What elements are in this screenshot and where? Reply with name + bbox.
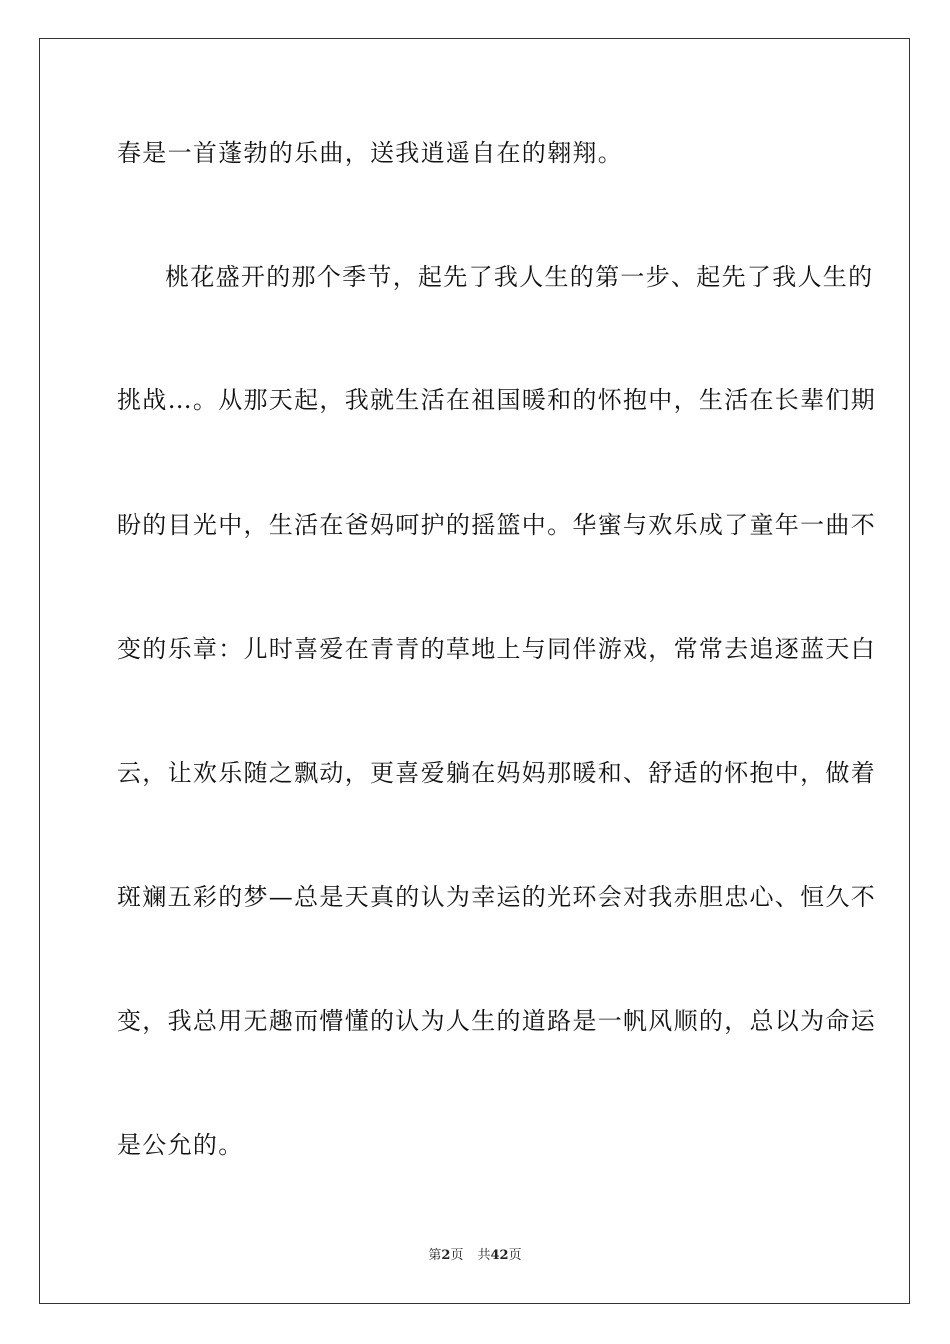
text-line-3: 挑战…。从那天起，我就生活在祖国暖和的怀抱中，生活在长辈们期 <box>117 386 876 414</box>
text-line-1: 春是一首蓬勃的乐曲，送我逍遥自在的翱翔。 <box>117 139 623 167</box>
page-border <box>39 38 910 1304</box>
page-prefix: 第 <box>428 1248 442 1263</box>
text-line-2: 桃花盛开的那个季节，起先了我人生的第一步、起先了我人生的 <box>165 263 874 291</box>
text-line-6: 云，让欢乐随之飘动，更喜爱躺在妈妈那暖和、舒适的怀抱中，做着 <box>117 759 876 787</box>
total-suffix: 页 <box>508 1248 522 1263</box>
text-line-4: 盼的目光中，生活在爸妈呵护的摇篮中。华蜜与欢乐成了童年一曲不 <box>117 511 876 539</box>
total-pages: 42 <box>490 1248 509 1263</box>
page-footer <box>0 1248 950 1264</box>
text-line-9: 是公允的。 <box>117 1131 244 1159</box>
text-line-8: 变，我总用无趣而懵懂的认为人生的道路是一帆风顺的，总以为命运 <box>117 1007 876 1035</box>
text-line-7: 斑斓五彩的梦—总是天真的认为幸运的光环会对我赤胆忠心、恒久不 <box>117 883 876 911</box>
text-line-5: 变的乐章：儿时喜爱在青青的草地上与同伴游戏，常常去追逐蓝天白 <box>117 635 876 663</box>
page-suffix: 页 <box>450 1248 464 1263</box>
total-prefix: 共 <box>477 1248 491 1263</box>
page-number: 2 <box>441 1248 451 1263</box>
